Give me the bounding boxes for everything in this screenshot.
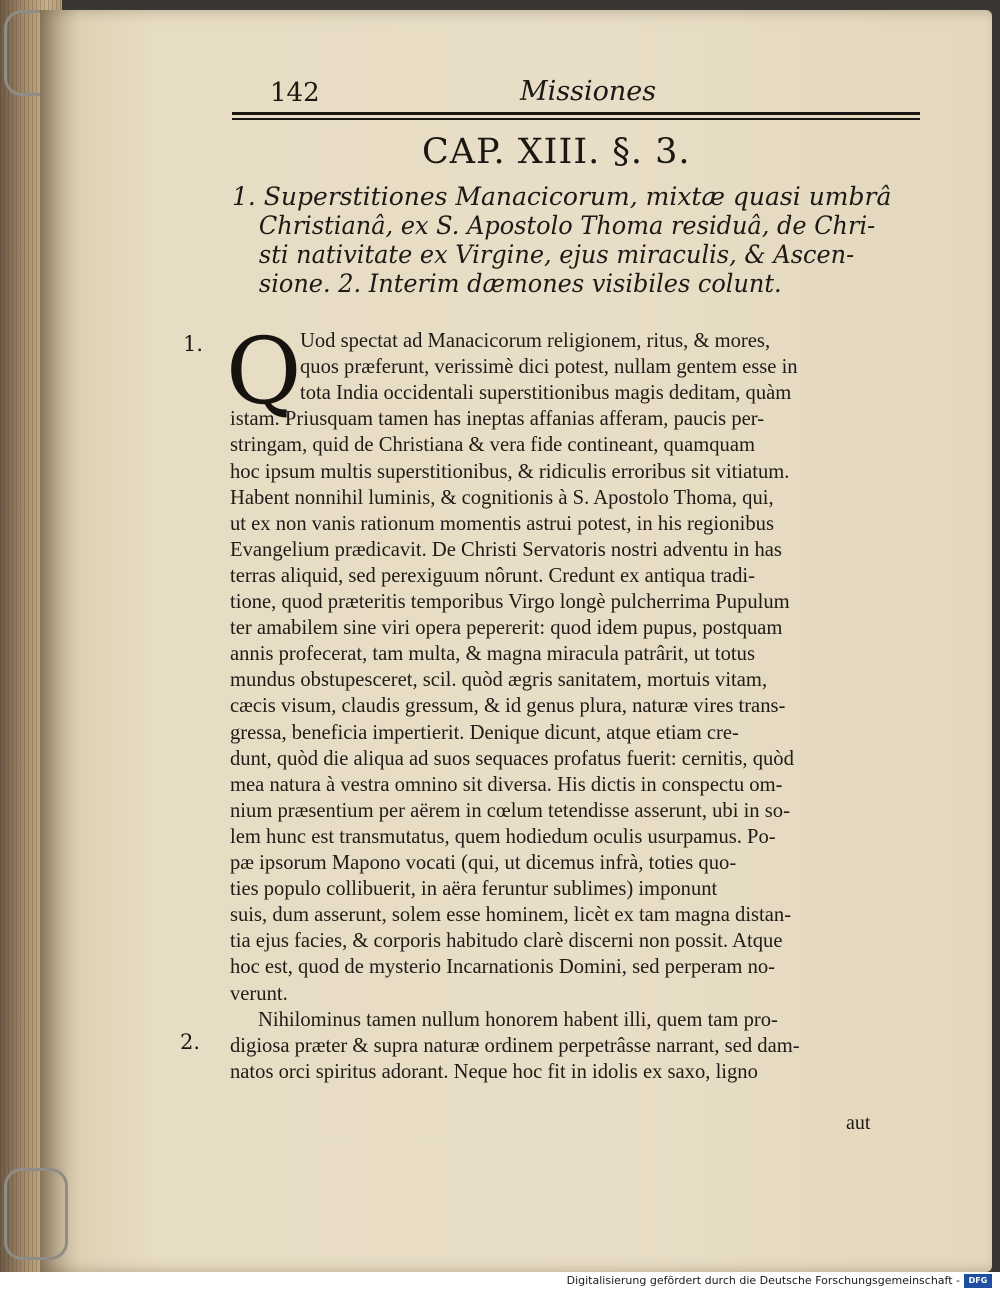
body-line: ut ex non vanis rationum momentis astrui potest, in his regionibus bbox=[230, 512, 774, 535]
chapter-summary bbox=[232, 182, 932, 298]
body-line: digiosa præter & supra naturæ ordinem perpetrâsse narrant, sed dam- bbox=[230, 1034, 800, 1057]
catchword: aut bbox=[846, 1112, 871, 1134]
summary-line: 1. Superstitiones Manacicorum, mixtæ quasi umbrâ bbox=[232, 182, 892, 211]
body-line: mea natura à vestra omnino sit diversa. His dictis in conspectu om- bbox=[230, 773, 783, 796]
dfg-logo: DFG bbox=[964, 1274, 992, 1288]
page-clip-bottom bbox=[4, 1168, 68, 1260]
body-line: cæcis visum, claudis gressum, & id genus plura, naturæ vires trans- bbox=[230, 695, 786, 718]
body-line: natos orci spiritus adorant. Neque hoc fit in idolis ex saxo, ligno bbox=[230, 1060, 758, 1083]
body-line: mundus obstupesceret, scil. quòd ægris sanitatem, mortuis vitam, bbox=[230, 669, 768, 692]
body-line: terras aliquid, sed perexiguum nôrunt. Credunt ex antiqua tradi- bbox=[230, 564, 755, 587]
body-line: quos præferunt, verissimè dici potest, nullam gentem esse in bbox=[300, 356, 798, 379]
body-line: gressa, beneficia impertierit. Denique dicunt, atque etiam cre- bbox=[230, 721, 739, 744]
chapter-heading: CAP. XIII. §. 3. bbox=[422, 132, 691, 172]
body-line: tia ejus facies, & corporis habitudo clarè discerni non possit. Atque bbox=[230, 930, 783, 953]
body-line: hoc ipsum multis superstitionibus, & ridiculis erroribus sit vitiatum. bbox=[230, 460, 790, 483]
body-line: dunt, quòd die aliqua ad suos sequaces profatus fuerit: cernitis, quòd bbox=[230, 747, 794, 770]
header-rule bbox=[232, 110, 920, 123]
body-line: tione, quod præteritis temporibus Virgo longè pulcherrima Pupulum bbox=[230, 591, 790, 613]
drop-capital: Q bbox=[226, 318, 302, 425]
body-line: Nihilominus tamen nullum honorem habent illi, quem tam pro- bbox=[258, 1008, 778, 1031]
body-line: Habent nonnihil luminis, & cognitionis à S. Apostolo Thoma, qui, bbox=[230, 486, 774, 509]
gutter-shadow bbox=[40, 10, 80, 1272]
body-line: pæ ipsorum Mapono vocati (qui, ut dicemus infrà, toties quo- bbox=[230, 852, 737, 874]
body-line: tota India occidentali superstitionibus magis deditam, quàm bbox=[300, 382, 792, 405]
body-line: istam. Priusquam tamen has ineptas affanias afferam, paucis per- bbox=[230, 408, 765, 431]
summary-line: Christianâ, ex S. Apostolo Thoma residuâ, de Chri- bbox=[258, 211, 876, 240]
running-head: Missiones bbox=[520, 76, 657, 107]
body-line: ties populo collibuerit, in aëra feruntur sublimes) imponunt bbox=[230, 878, 718, 901]
body-line: stringam, quid de Christiana & vera fide contineant, quamquam bbox=[230, 434, 755, 457]
page-number: 142 bbox=[270, 78, 320, 108]
body-line: Uod spectat ad Manacicorum religionem, ritus, & mores, bbox=[300, 330, 771, 352]
body-line: ter amabilem sine viri opera pepererit: quod idem pupus, postquam bbox=[230, 617, 783, 640]
body-line: suis, dum asserunt, solem esse hominem, licèt ex tam magna distan- bbox=[230, 904, 792, 927]
body-line: hoc est, quod de mysterio Incarnationis Domini, sed perperam no- bbox=[230, 956, 776, 979]
summary-line: sione. 2. Interim dæmones visibiles colunt. bbox=[258, 269, 782, 298]
body-line: annis profecerat, tam multa, & magna miracula patrârit, ut totus bbox=[230, 643, 755, 666]
summary-line: sti nativitate ex Virgine, ejus miraculis, & Ascen- bbox=[258, 240, 855, 269]
footer-credit: Digitalisierung gefördert durch die Deutsche Forschungsgemeinschaft - bbox=[566, 1274, 960, 1287]
paragraph-marker-1: 1. bbox=[183, 332, 204, 356]
paragraph-marker-2: 2. bbox=[180, 1030, 201, 1054]
body-line: lem hunc est transmutatus, quem hodiedum oculis usurpamus. Po- bbox=[230, 825, 776, 848]
body-line: nium præsentium per aërem in cœlum tetendisse asserunt, ubi in so- bbox=[230, 799, 790, 822]
body-line: verunt. bbox=[230, 982, 288, 1005]
body-line: Evangelium prædicavit. De Christi Servatoris nostri adventu in has bbox=[230, 538, 782, 561]
